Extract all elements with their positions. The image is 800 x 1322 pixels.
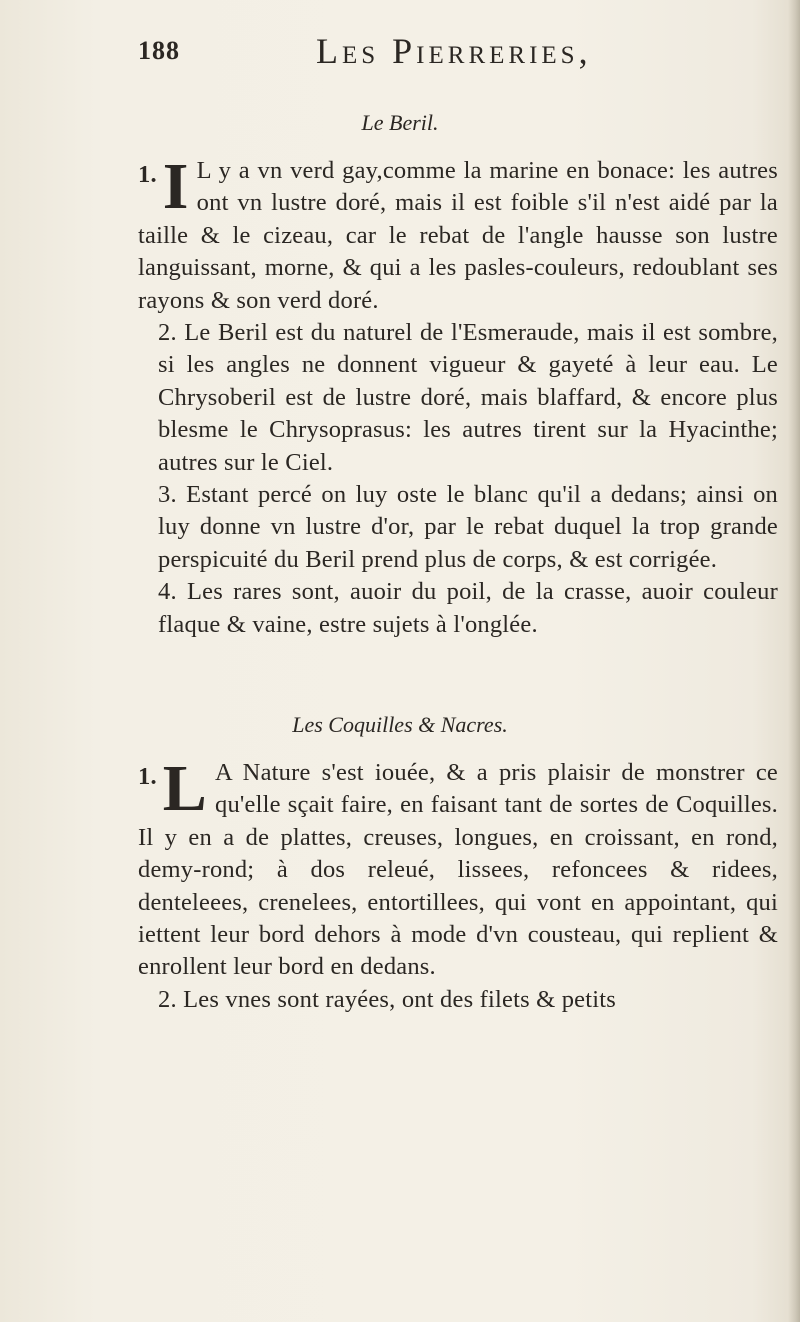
paragraph-text: A Nature s'est iouée, & a pris plaisir de monstrer ce qu'elle sçait faire, en faisant tant de sortes de Coquilles. Il y en a de plattes, creuses, longues, en croissant, en rond, demy-rond; à dos releué, lissees, refoncees & ridees, denteleees, crenelees, entortillees, qui vont en appointant, qui iettent leur bord dehors à mode d'vn cousteau, qui replient & enrollent leur bord en dedans. [138,759,778,981]
paragraph-2: 2. Les vnes sont rayées, ont des filets & petits [158,985,617,1013]
paragraph-2: 2. Le Beril est du naturel de l'Esmeraude, mais il est sombre, si les angles ne donnent vigueur & gayeté à leur eau. Le Chrysoberil est de lustre doré, mais blaffard, & encore plus blesme le Chrysoprasus: les autres tirent sur la Hyacinthe; autres sur le Ciel. [158,319,778,476]
paragraph-1 [138,150,778,317]
drop-cap: I [162,150,189,223]
paragraph-text: L y a vn verd gay,comme la marine en bonace: les autres ont vn lustre doré, mais il est foible s'il n'est aidé par la taille & le cizeau, car le rebat de l'angle hausse son lustre languissant, morne, & qui a les pasles-couleurs, redoublant ses rayons & son verd doré. [138,157,778,314]
drop-cap: L [162,752,208,825]
paragraph-4: 4. Les rares sont, auoir du poil, de la crasse, auoir couleur flaque & vaine, estre sujets à l'onglée. [158,578,778,638]
section-title-beril: Le Beril. [361,110,439,135]
paragraph-number: 1. [138,763,157,790]
section-title-coquilles: Les Coquilles & Nacres. [292,712,508,737]
page-header [138,30,738,80]
page-edge-shadow [788,0,800,1322]
section-beril-text [138,150,778,641]
paragraph-3: 3. Estant percé on luy oste le blanc qu'il a dedans; ainsi on luy donne vn lustre d'or, par le rebat duquel la trop grande perspicuité du Beril prend plus de corps, & est corrigée. [158,481,778,573]
section-coquilles-text [138,752,778,1016]
paragraph-number: 1. [138,161,157,188]
page-number: 188 [138,36,180,65]
paragraph-1 [138,752,778,984]
running-title: Les Pierreries, [316,31,592,71]
